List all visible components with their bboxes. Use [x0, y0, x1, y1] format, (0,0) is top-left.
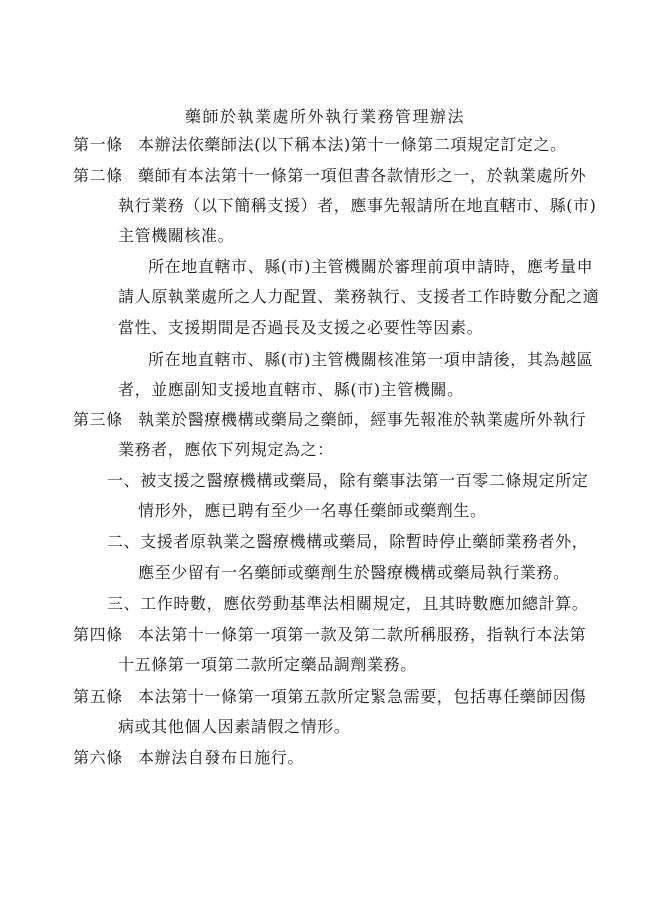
article-2-line-2: 執行業務（以下簡稱支援）者，應事先報請所在地直轄市、縣(市) — [118, 196, 597, 215]
article-3-label: 第三條 — [73, 410, 123, 429]
article-2-line-7: 所在地直轄市、縣(市)主管機關核准第一項申請後，其為越區 — [148, 350, 594, 369]
article-3-item-3-line-1: 三、工作時數，應依勞動基準法相關規定，且其時數應加總計算。 — [107, 594, 589, 613]
article-3-item-1-line-1: 一、被支援之醫療機構或藥局，除有藥事法第一百零二條規定所定 — [107, 471, 589, 490]
article-4-line-2: 十五條第一項第二款所定藥品調劑業務。 — [118, 655, 417, 674]
article-6-label: 第六條 — [73, 748, 123, 767]
article-2-line-8: 者，並應副知支援地直轄市、縣(市)主管機關。 — [118, 380, 464, 399]
article-3-line-1: 執業於醫療機構或藥局之藥師，經事先報准於執業處所外執行 — [138, 410, 587, 429]
article-3-item-2-line-1: 二、支援者原執業之醫療機構或藥局，除暫時停止藥師業務者外， — [107, 532, 589, 551]
article-2-line-3: 主管機關核准。 — [118, 226, 235, 245]
article-2-line-6: 當性、支援期間是否過長及支援之必要性等因素。 — [118, 318, 484, 337]
article-1-label: 第一條 — [73, 135, 123, 154]
article-2-label: 第二條 — [73, 166, 123, 185]
article-5-label: 第五條 — [73, 687, 123, 706]
article-3-item-2-line-2: 應至少留有一名藥師或藥劑生於醫療機構或藥局執行業務。 — [138, 563, 570, 582]
article-5-line-2: 病或其他個人因素請假之情形。 — [118, 717, 351, 736]
document-title: 藥師於執業處所外執行業務管理辦法 — [184, 107, 465, 126]
article-2-line-4: 所在地直轄市、縣(市)主管機關於審理前項申請時，應考量申 — [148, 257, 594, 276]
article-1-line-1: 本辦法依藥師法(以下稱本法)第十一條第二項規定訂定之。 — [138, 135, 567, 154]
article-3-line-2: 業務者，應依下列規定為之： — [118, 440, 334, 459]
article-6-line-1: 本辦法自發布日施行。 — [138, 748, 305, 767]
article-2-line-1: 藥師有本法第十一條第一項但書各款情形之一，於執業處所外 — [138, 166, 587, 185]
article-3-item-1-line-2: 情形外，應已聘有至少一名專任藥師或藥劑生。 — [138, 501, 487, 520]
article-2-line-5: 請人原執業處所之人力配置、業務執行、支援者工作時數分配之適 — [118, 287, 600, 306]
article-4-line-1: 本法第十一條第一項第一款及第二款所稱服務，指執行本法第 — [138, 625, 587, 644]
article-4-label: 第四條 — [73, 625, 123, 644]
article-5-line-1: 本法第十一條第一項第五款所定緊急需要，包括專任藥師因傷 — [138, 687, 587, 706]
